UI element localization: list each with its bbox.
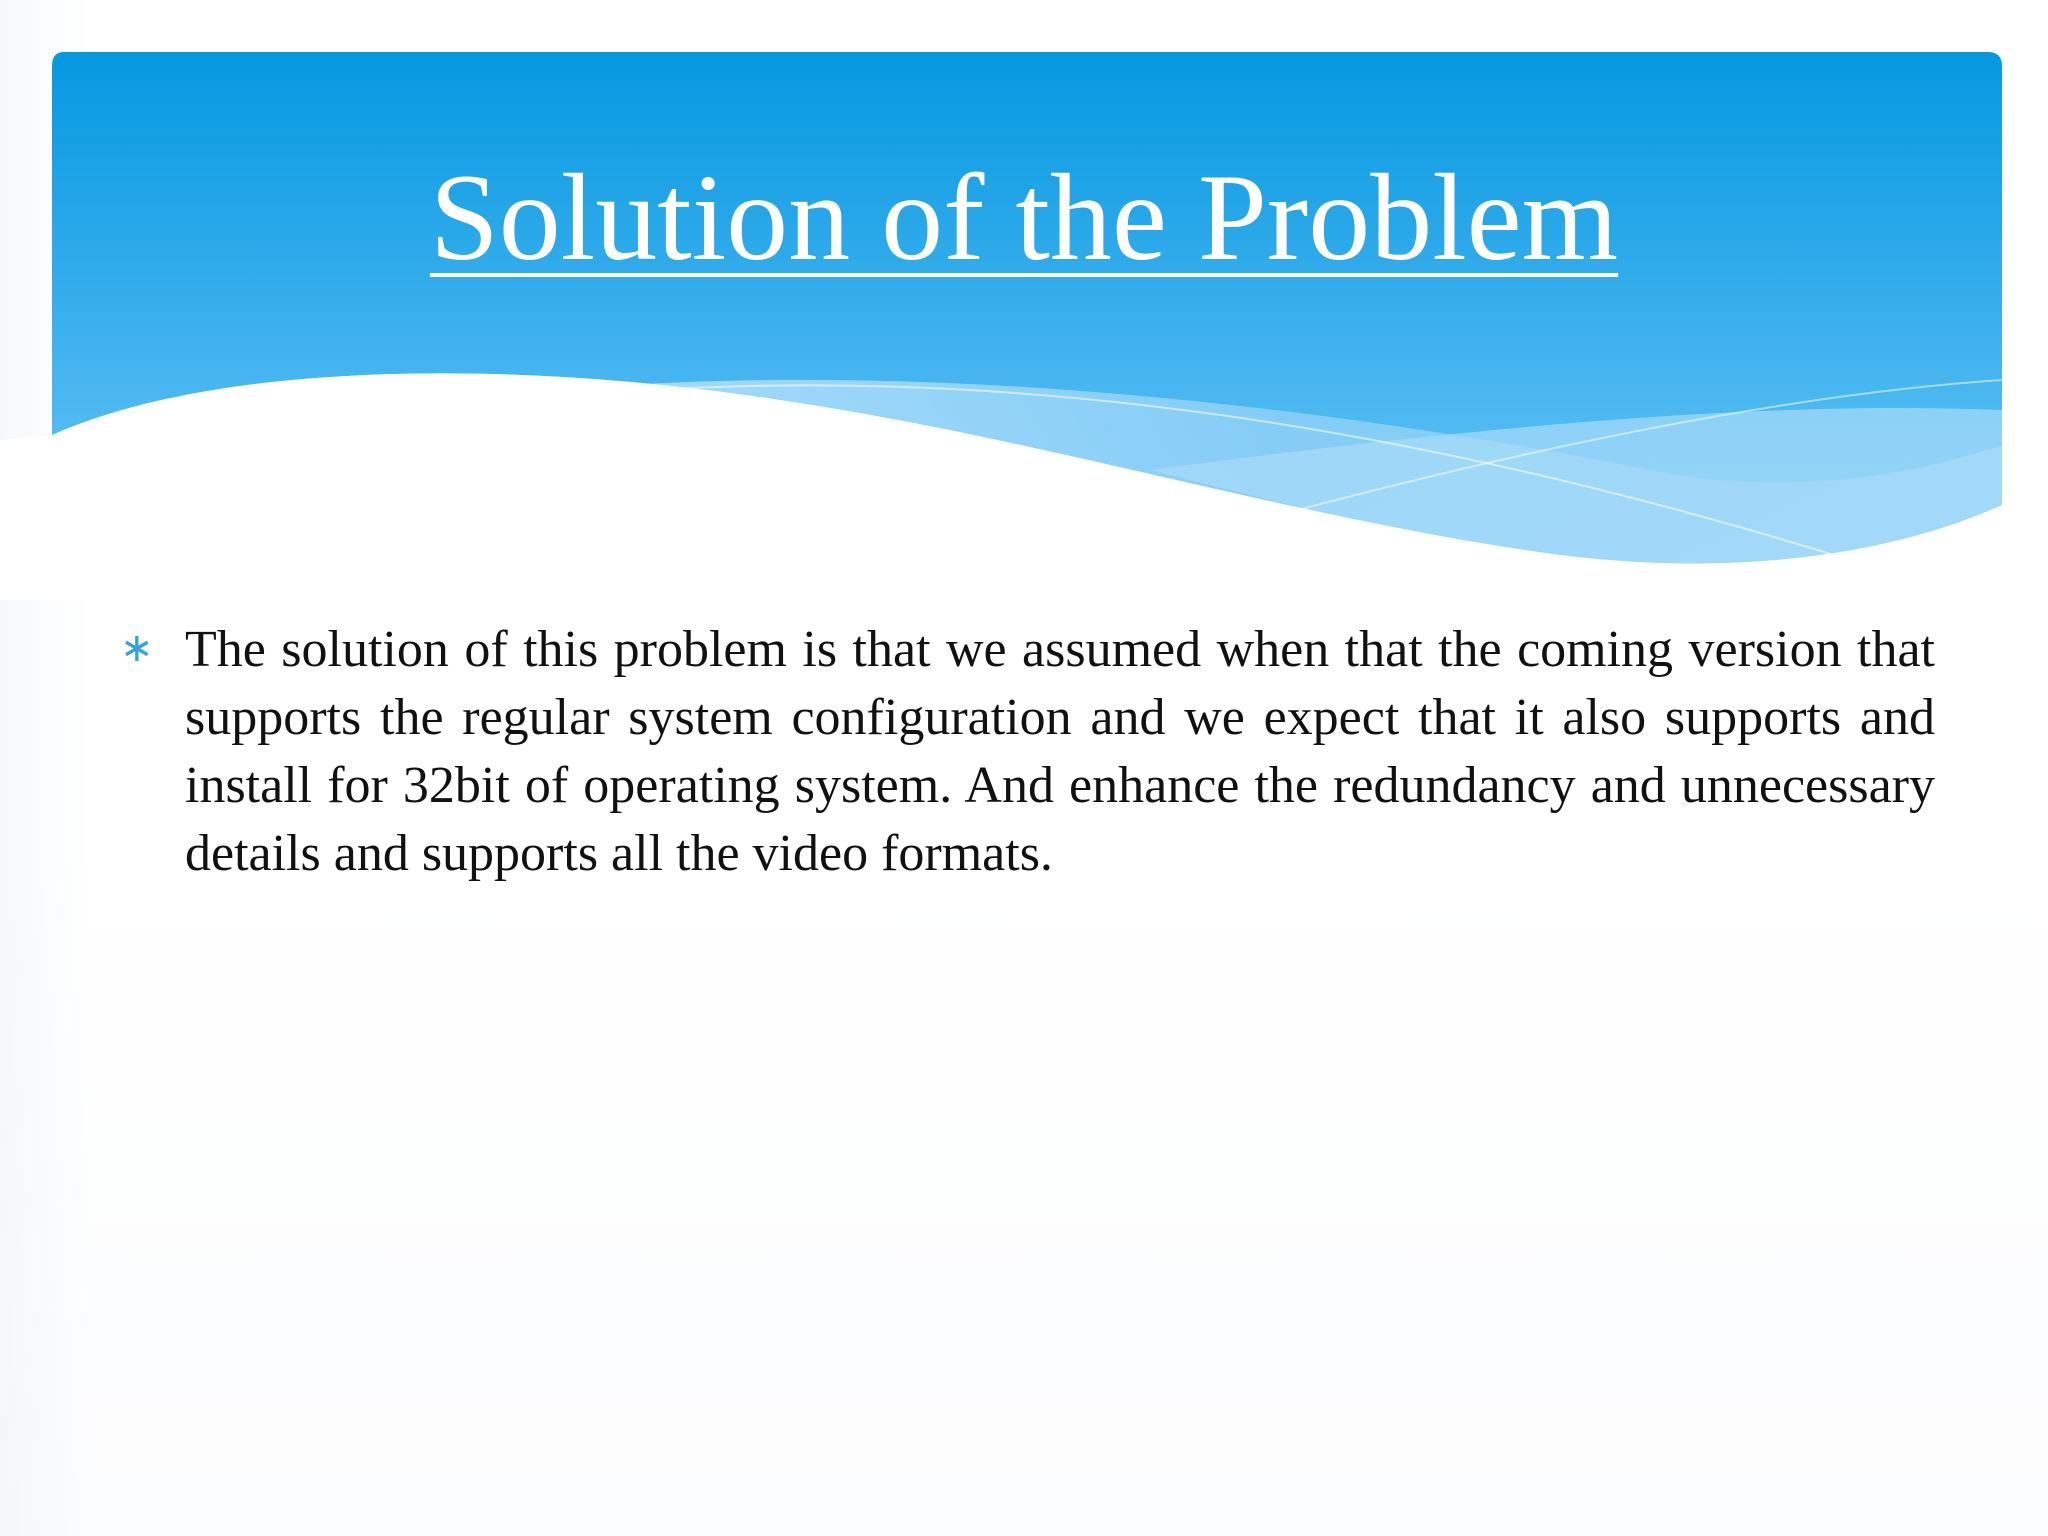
header-wave-banner [0,0,2048,600]
bullet-list [120,616,1935,888]
slide-title-text: Solution of the Problem [429,149,1619,286]
bullet-text: The solution of this problem is that we assumed when that the coming version that supports the regular system configuration and we expect that it also supports and install for 32bit of operating system. And enhance the redundancy and unnecessary details and supports all the video formats. [185,621,1935,882]
bullet-item [120,616,1935,888]
asterisk-bullet-icon: ∗ [120,625,154,671]
slide-title [0,148,2048,288]
